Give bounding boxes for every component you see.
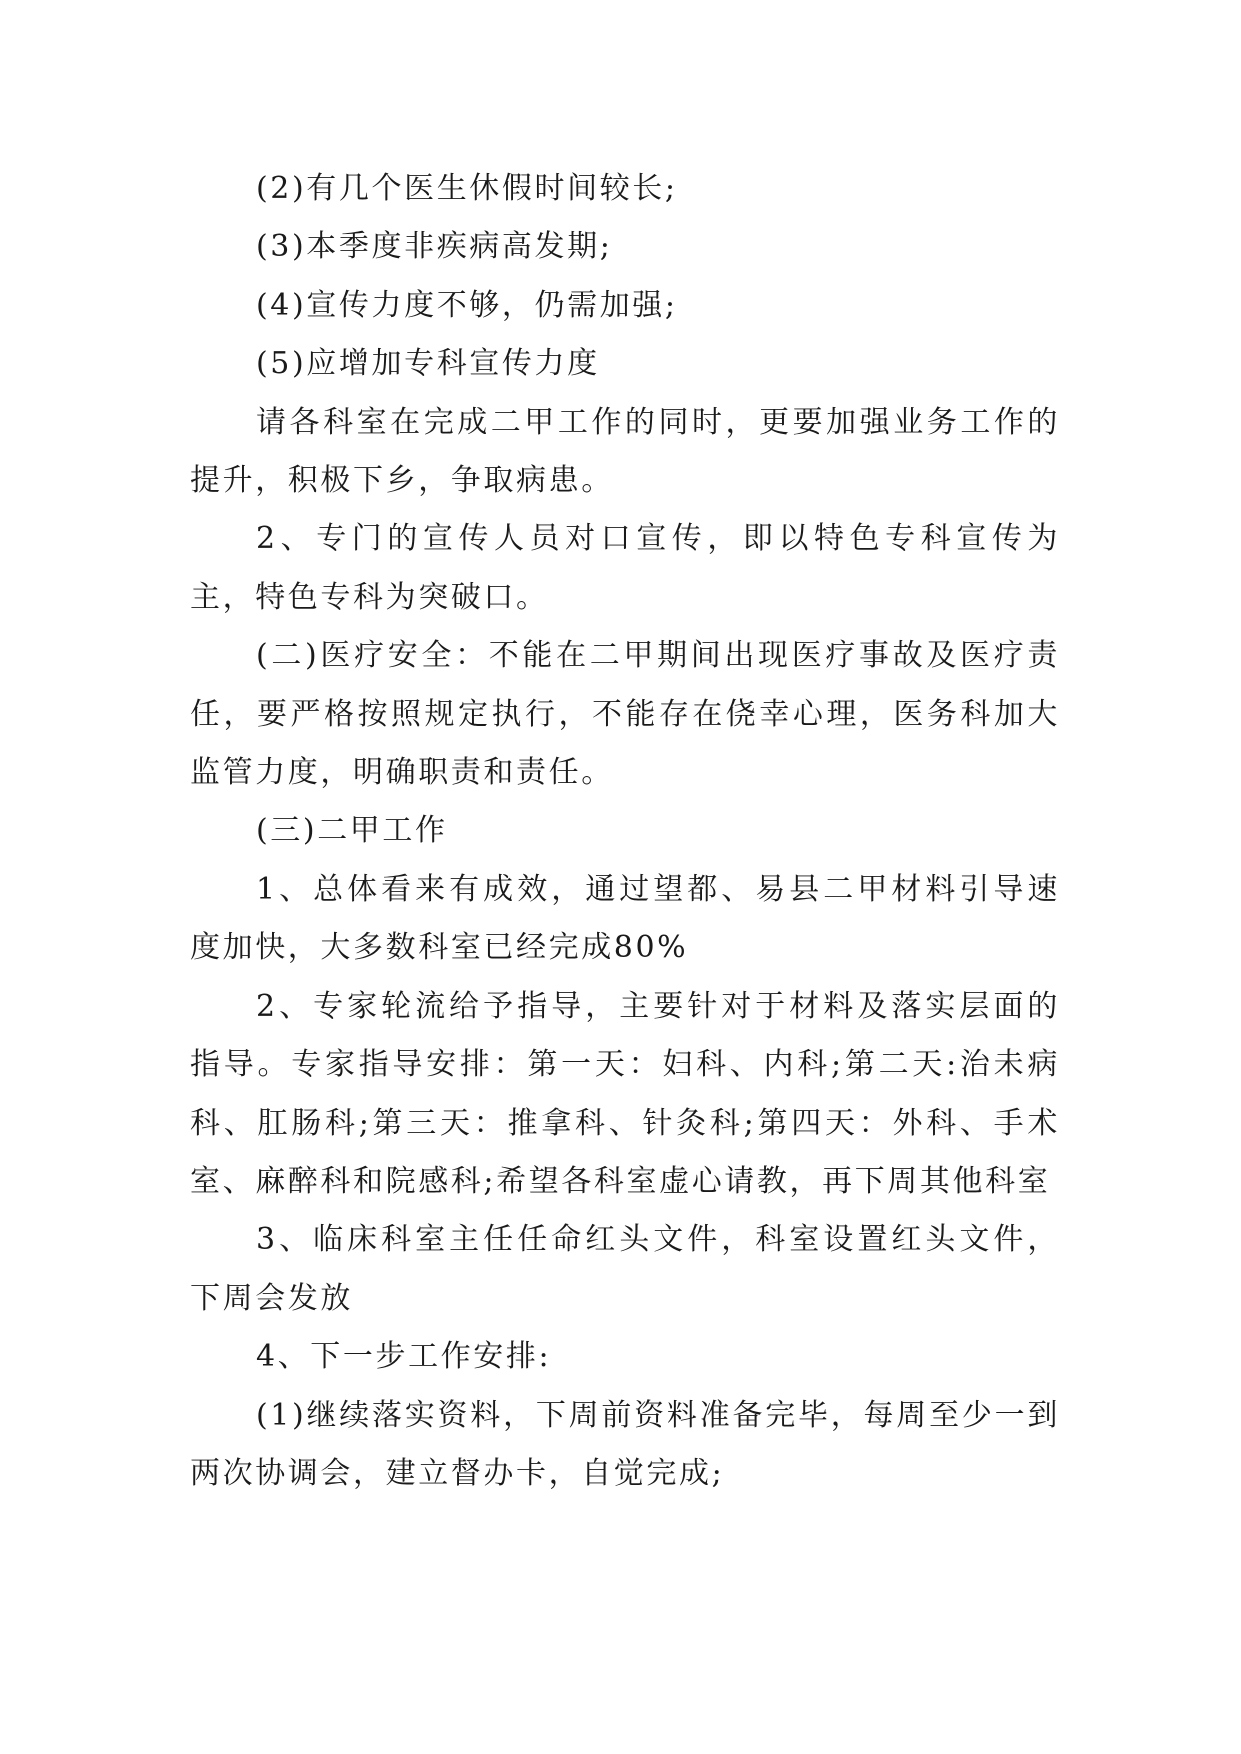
- paragraph-8: (三)二甲工作: [256, 813, 448, 849]
- paragraph-6: 2、专门的宣传人员对口宣传，即以特色专科宣传为主，特色专科为突破口。: [190, 521, 1060, 615]
- paragraph-3: (4)宣传力度不够，仍需加强;: [256, 287, 678, 323]
- paragraph-9: 1、总体看来有成效，通过望都、易县二甲材料引导速度加快，大多数科室已经完成80%: [190, 871, 1060, 966]
- paragraph-7: (二)医疗安全：不能在二甲期间出现医疗事故及医疗责任，要严格按照规定执行，不能存在侥幸心理，医务科加大监管力度，明确职责和责任。: [190, 638, 1060, 791]
- paragraph-13: (1)继续落实资料，下周前资料准备完毕，每周至少一到两次协调会，建立督办卡，自觉完成;: [190, 1397, 1060, 1491]
- paragraph-10: 2、专家轮流给予指导，主要针对于材料及落实层面的指导。专家指导安排：第一天：妇科、内科;第二天:治未病科、肛肠科;第三天：推拿科、针灸科;第四天：外科、手术室、麻醉科和院感科;希望各科室虚心请教，再下周其他科室: [190, 988, 1060, 1199]
- paragraph-2: (3)本季度非疾病高发期;: [256, 229, 613, 265]
- paragraph-12: 4、下一步工作安排:: [256, 1339, 552, 1375]
- paragraph-1: (2)有几个医生休假时间较长;: [256, 171, 678, 206]
- paragraph-4: (5)应增加专科宣传力度: [256, 346, 600, 382]
- document-body: [190, 160, 1060, 1503]
- paragraph-5: 请各科室在完成二甲工作的同时，更要加强业务工作的提升，积极下乡，争取病患。: [190, 404, 1060, 499]
- paragraph-11: 3、临床科室主任任命红头文件，科室设置红头文件，下周会发放: [190, 1222, 1060, 1316]
